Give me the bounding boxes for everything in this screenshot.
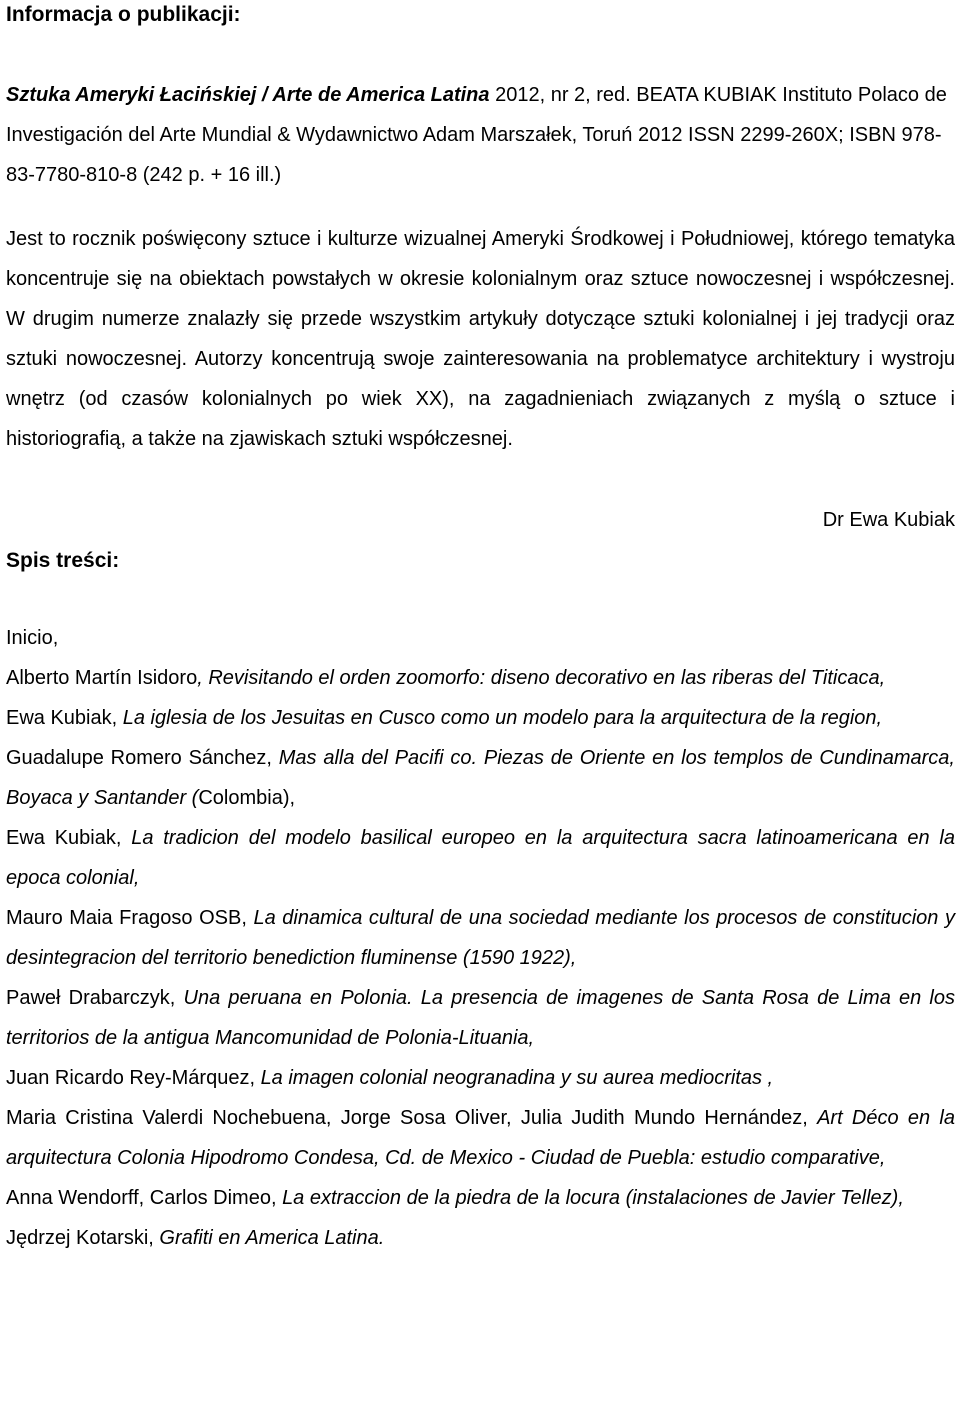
toc-entry — [6, 978, 955, 1058]
toc-tail: Colombia), — [198, 787, 296, 809]
toc-title: La dinamica cultural de una sociedad mediante los procesos de constitucion y desintegracion del territorio benediction fluminense (1590 1922), — [6, 907, 955, 969]
table-of-contents — [6, 618, 955, 1258]
toc-author: Mauro Maia Fragoso OSB, — [6, 907, 254, 929]
publication-title: Sztuka Ameryki Łacińskiej / Arte de America Latina — [6, 84, 490, 106]
toc-title: La tradicion del modelo basilical europeo en la arquitectura sacra latinoamericana en la epoca colonial, — [6, 827, 956, 889]
toc-author: Anna Wendorff, Carlos Dimeo, — [6, 1187, 283, 1209]
toc-title: Una peruana en Polonia. La presencia de imagenes de Santa Rosa de Lima en los territorios de la antigua Mancomunidad de Polonia-Lituania, — [6, 987, 955, 1049]
toc-entry — [6, 1098, 955, 1178]
toc-entry — [6, 1058, 955, 1098]
toc-heading: Spis treści: — [6, 549, 120, 572]
toc-entry — [6, 738, 955, 818]
toc-title: La extraccion de la piedra de la locura (instalaciones de Javier Tellez), — [282, 1187, 904, 1209]
toc-entry — [6, 818, 955, 898]
toc-author: Juan Ricardo Rey-Márquez, — [6, 1067, 261, 1089]
toc-author: Alberto Martín Isidoro — [6, 667, 198, 689]
publication-info — [6, 75, 955, 195]
toc-title: Art Déco en la arquitectura Colonia Hipodromo Condesa, Cd. de Mexico - Ciudad de Puebla: estudio comparative, — [6, 1107, 955, 1169]
publication-heading: Informacja o publikacji: — [6, 3, 241, 26]
toc-author: Paweł Drabarczyk, — [6, 987, 184, 1009]
toc-entry — [6, 618, 955, 658]
toc-author: Ewa Kubiak, — [6, 827, 132, 849]
toc-title: Grafiti en America Latina. — [159, 1227, 385, 1249]
toc-entry — [6, 1218, 955, 1258]
toc-title: La iglesia de los Jesuitas en Cusco como un modelo para la arquitectura de la region, — [122, 707, 883, 729]
toc-entry — [6, 698, 955, 738]
toc-title: La imagen colonial neogranadina y su aurea mediocritas , — [260, 1067, 774, 1089]
toc-author: Jędrzej Kotarski, — [6, 1227, 160, 1249]
toc-entry — [6, 658, 955, 698]
description-paragraph: Jest to rocznik poświęcony sztuce i kulturze wizualnej Ameryki Środkowej i Południowej, którego tematyka koncentruje się na obiektach powstałych w okresie kolonialnym oraz sztuce nowoczesnej i współczesnej. W drugim numerze znalazły się przede wszystkim artykuły dotyczące sztuki kolonialnej i jej tradycji oraz sztuki nowoczesnej. Autorzy koncentrują swoje zainteresowania na problematyce architektury i wystroju wnętrz (od czasów kolonialnych po wiek XX), na zagadnieniach związanych z myślą o sztuce i historiografią, a także na zjawiskach sztuki współczesnej. — [6, 228, 955, 450]
toc-title: , Revisitando el orden zoomorfo: diseno decorativo en las riberas del Titicaca, — [197, 667, 886, 689]
signature: Dr Ewa Kubiak — [822, 509, 955, 531]
toc-author: Ewa Kubiak, — [6, 707, 123, 729]
toc-title: Mas alla del Pacifi co. Piezas de Oriente en los templos de Cundinamarca, Boyaca y Santander ( — [6, 747, 955, 809]
publication-details: 2012, nr 2, red. BEATA KUBIAK Instituto Polaco de Investigación del Arte Mundial & Wydawnictwo Adam Marszałek, Toruń 2012 ISSN 2299-260X; ISBN 978-83-7780-810-8 (242 p. + 16 ill.) — [6, 84, 947, 186]
toc-author: Guadalupe Romero Sánchez, — [6, 747, 279, 769]
toc-entry — [6, 898, 955, 978]
toc-entry — [6, 1178, 955, 1218]
toc-author: Maria Cristina Valerdi Nochebuena, Jorge Sosa Oliver, Julia Judith Mundo Hernández, — [6, 1107, 818, 1129]
toc-author: Inicio, — [6, 627, 59, 649]
